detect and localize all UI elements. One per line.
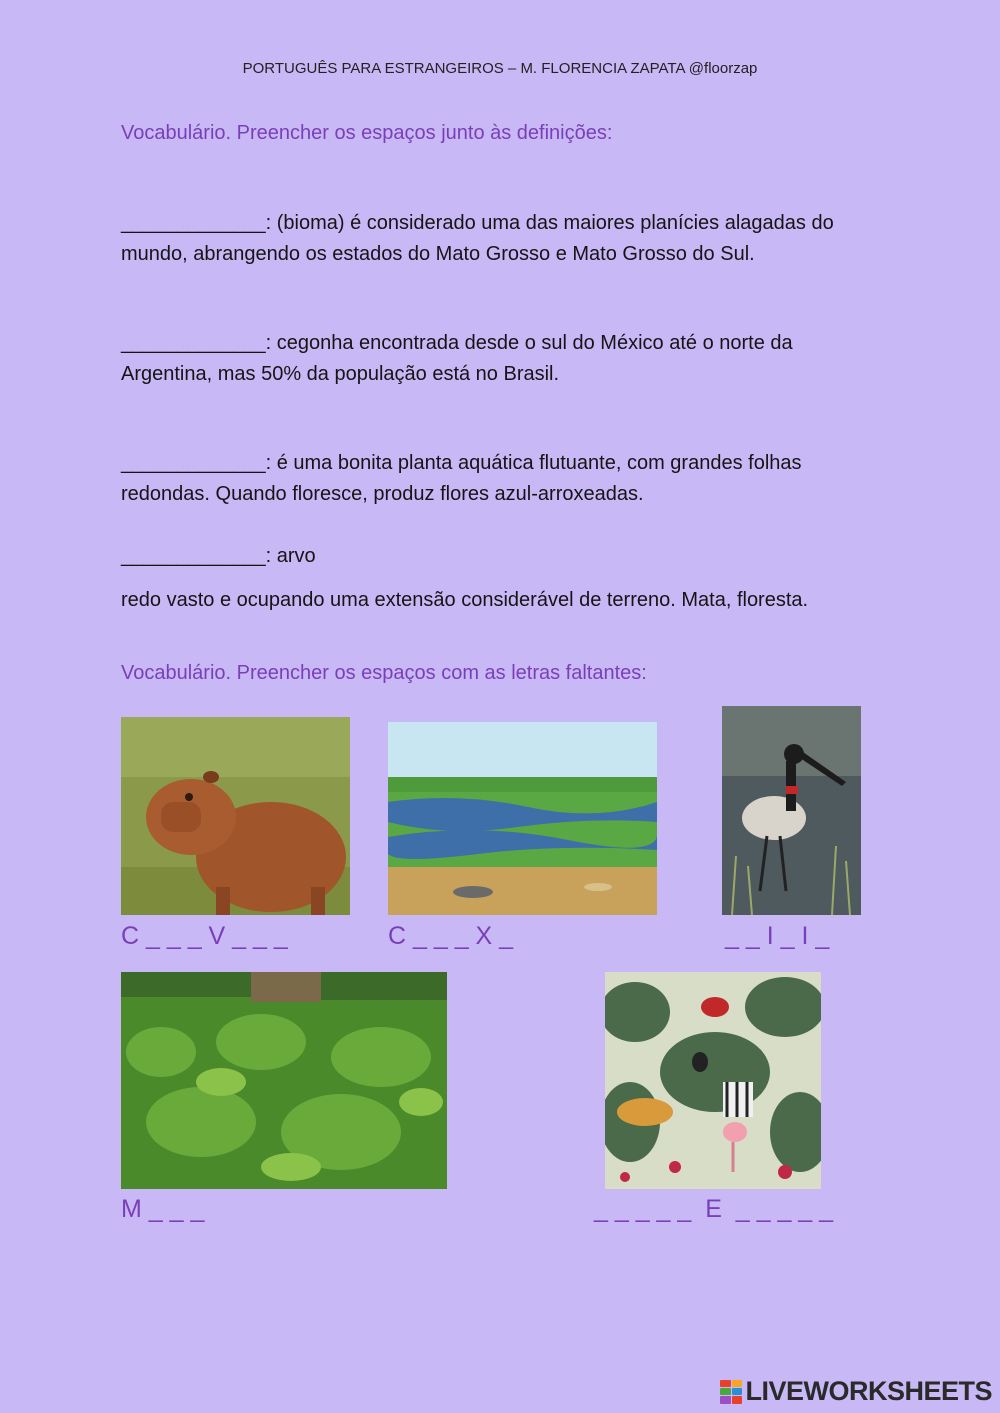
brand-text: LIVEWORKSHEETS <box>745 1376 992 1406</box>
definition-4-line1: _____________: arvo <box>121 545 316 567</box>
definition-2 <box>121 328 891 390</box>
grassland-photo <box>121 972 447 1189</box>
section-heading-letters: Vocabulário. Preencher os espaços com as letras faltantes: <box>121 662 647 684</box>
puzzle-3-text: _ _ I _ I _ <box>725 922 830 950</box>
definition-3-line1: _____________: é uma bonita planta aquática flutuante, com grandes folhas <box>121 452 802 474</box>
definition-1-line1: _____________: (bioma) é considerado uma das maiores planícies alagadas do <box>121 212 834 234</box>
section-heading-definitions: Vocabulário. Preencher os espaços junto às definições: <box>121 122 613 144</box>
puzzle-2-text: C _ _ _ X _ <box>388 922 514 950</box>
capybara-photo <box>121 717 350 915</box>
jungle-fauna-illustration <box>605 972 821 1189</box>
definition-1-line2: mundo, abrangendo os estados do Mato Grosso e Mato Grosso do Sul. <box>121 243 755 265</box>
definition-3-line2: redondas. Quando floresce, produz flores azul-arroxeadas. <box>121 483 644 505</box>
liveworksheets-brand[interactable] <box>720 1376 992 1407</box>
definition-3 <box>121 448 891 510</box>
definition-4-line2: redo vasto e ocupando uma extensão considerável de terreno. Mata, floresta. <box>121 589 809 611</box>
puzzle-4-text: M _ _ _ <box>121 1195 205 1223</box>
definition-1 <box>121 208 891 270</box>
definition-2-line2: Argentina, mas 50% da população está no Brasil. <box>121 363 560 385</box>
puzzle-5-text: _ _ _ _ _ E _ _ _ _ _ <box>594 1195 834 1223</box>
definition-4 <box>121 541 891 616</box>
definition-2-line1: _____________: cegonha encontrada desde o sul do México até o norte da <box>121 332 793 354</box>
page-header: PORTUGUÊS PARA ESTRANGEIROS – M. FLORENCIA ZAPATA @floorzap <box>242 60 758 77</box>
liveworksheets-logo-icon <box>720 1380 742 1404</box>
wetland-illustration <box>388 722 657 915</box>
puzzle-1-text: C _ _ _ V _ _ _ <box>121 922 288 950</box>
jabiru-stork-photo <box>722 706 861 915</box>
